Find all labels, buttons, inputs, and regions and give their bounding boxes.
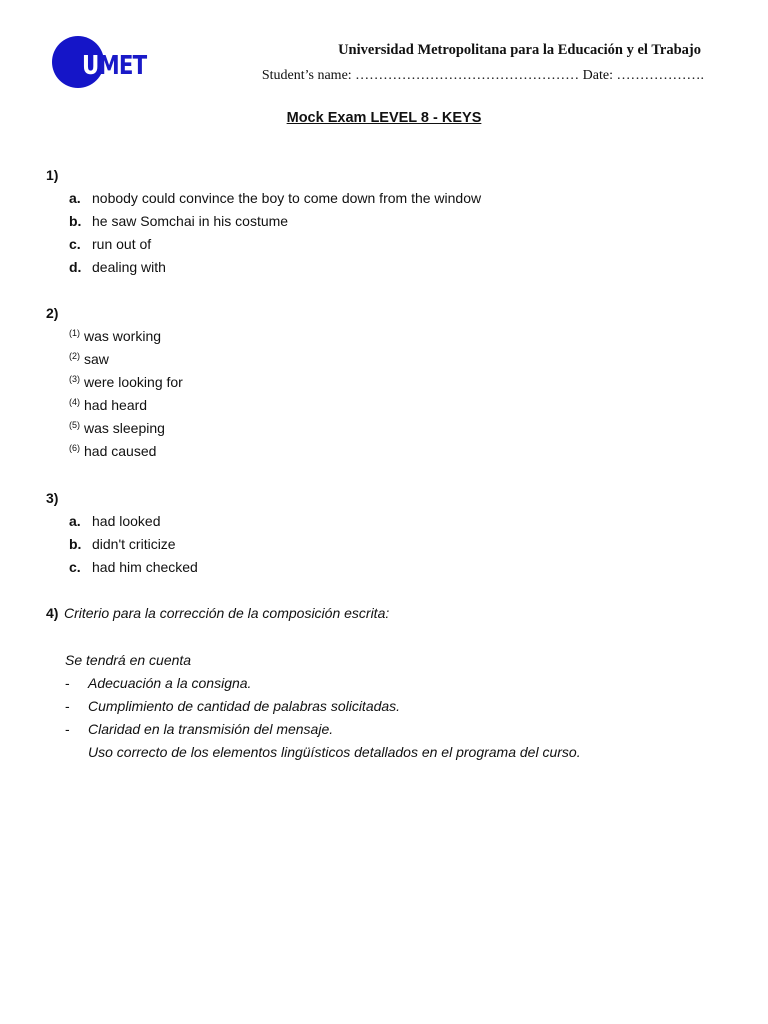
- q2-label-1: (1): [69, 328, 80, 338]
- bullet-dash: -: [65, 675, 70, 691]
- bullet-dash: -: [65, 698, 70, 714]
- logo-text: UMET: [82, 51, 147, 81]
- q1-label-c: c.: [69, 236, 81, 252]
- q1-label-a: a.: [69, 190, 81, 206]
- q2-answer-1: was working: [84, 328, 162, 344]
- q3-label-a: a.: [69, 513, 81, 529]
- q3-answer-a: had looked: [92, 513, 161, 529]
- q2-label-5: (5): [69, 420, 80, 430]
- q2-label-4: (4): [69, 397, 80, 407]
- criterion-3: Claridad en la transmisión del mensaje.: [88, 721, 334, 737]
- q3-label-c: c.: [69, 559, 81, 575]
- umet-logo: [52, 36, 162, 92]
- criterion-4: Uso correcto de los elementos lingüísticos detallados en el programa del curso.: [88, 744, 581, 760]
- q1-answer-d: dealing with: [92, 259, 166, 275]
- q4-intro: Se tendrá en cuenta: [65, 652, 192, 668]
- q3-answer-c: had him checked: [92, 559, 198, 575]
- page-title: Mock Exam LEVEL 8 - KEYS: [286, 110, 482, 126]
- q3-answer-b: didn't criticize: [92, 536, 176, 552]
- q2-answer-6: had caused: [84, 443, 157, 459]
- question-2-number: 2): [46, 305, 59, 321]
- q1-label-d: d.: [69, 259, 82, 275]
- student-name-date-line: Student’s name: ………………………………………… Date: ……………….: [261, 68, 704, 83]
- question-1-number: 1): [46, 167, 59, 183]
- criterion-2: Cumplimiento de cantidad de palabras solicitadas.: [88, 698, 401, 714]
- q1-answer-a: nobody could convince the boy to come down from the window: [92, 190, 482, 206]
- university-name: Universidad Metropolitana para la Educación y el Trabajo: [338, 42, 701, 58]
- q1-answer-b: he saw Somchai in his costume: [92, 213, 289, 229]
- q2-answer-3: were looking for: [84, 374, 183, 390]
- q2-label-2: (2): [69, 351, 80, 361]
- q2-label-6: (6): [69, 443, 80, 453]
- q2-answer-5: was sleeping: [84, 420, 165, 436]
- q2-answer-4: had heard: [84, 397, 148, 413]
- q4-heading: Criterio para la corrección de la composición escrita:: [64, 605, 390, 621]
- q1-answer-c: run out of: [92, 236, 152, 252]
- question-3-number: 3): [46, 490, 59, 506]
- q1-label-b: b.: [69, 213, 82, 229]
- q2-answer-2: saw: [84, 351, 109, 367]
- q3-label-b: b.: [69, 536, 82, 552]
- bullet-dash: -: [65, 721, 70, 737]
- question-4-number: 4): [46, 605, 59, 621]
- q2-label-3: (3): [69, 374, 80, 384]
- criterion-1: Adecuación a la consigna.: [88, 675, 252, 691]
